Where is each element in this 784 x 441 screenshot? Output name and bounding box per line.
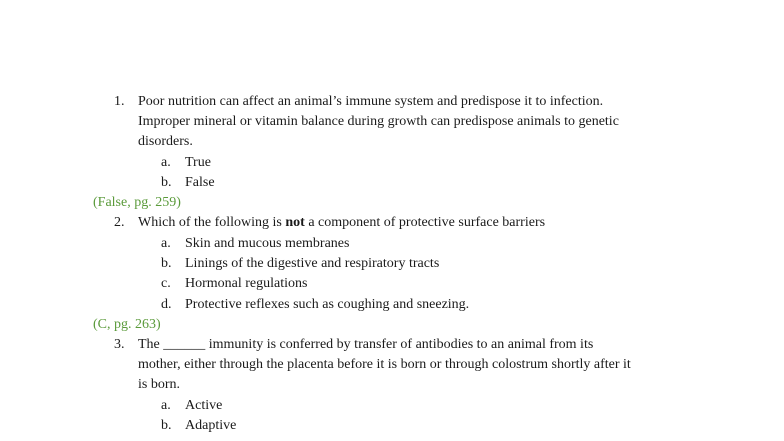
answer-key: (False, pg. 259) <box>93 195 181 210</box>
question-text-line: is born. <box>138 377 180 392</box>
option-letter: c. <box>161 276 171 291</box>
question-text-line <box>138 213 545 233</box>
question-number: 2. <box>114 215 125 230</box>
option-letter: a. <box>161 155 171 170</box>
option-letter: a. <box>161 236 171 251</box>
option-text: Skin and mucous membranes <box>185 236 350 251</box>
question-number: 1. <box>114 94 125 109</box>
option-letter: b. <box>161 256 172 271</box>
option-text: True <box>185 155 211 170</box>
option-text: Protective reflexes such as coughing and sneezing. <box>185 297 470 312</box>
question-text-line: disorders. <box>138 134 193 149</box>
option-letter: b. <box>161 175 172 190</box>
option-letter: d. <box>161 297 172 312</box>
question-text-line: Improper mineral or vitamin balance during growth can predispose animals to genetic <box>138 114 619 129</box>
question-number: 3. <box>114 337 125 352</box>
option-text: Linings of the digestive and respiratory tracts <box>185 256 440 271</box>
option-letter: b. <box>161 418 172 433</box>
option-text: Hormonal regulations <box>185 276 308 291</box>
question-text-part: a component of protective surface barriers <box>304 215 546 230</box>
question-text-line: Poor nutrition can affect an animal’s immune system and predispose it to infection. <box>138 94 604 109</box>
question-text-line: The ______ immunity is conferred by transfer of antibodies to an animal from its <box>138 337 594 352</box>
option-text: Adaptive <box>185 418 237 433</box>
answer-key: (C, pg. 263) <box>93 317 161 332</box>
option-text: False <box>185 175 215 190</box>
question-text-part: Which of the following is <box>138 215 286 230</box>
option-letter: a. <box>161 398 171 413</box>
question-text-line: mother, either through the placenta before it is born or through colostrum shortly after it <box>138 357 631 372</box>
option-text: Active <box>185 398 223 413</box>
question-text-emphasis: not <box>285 215 305 230</box>
